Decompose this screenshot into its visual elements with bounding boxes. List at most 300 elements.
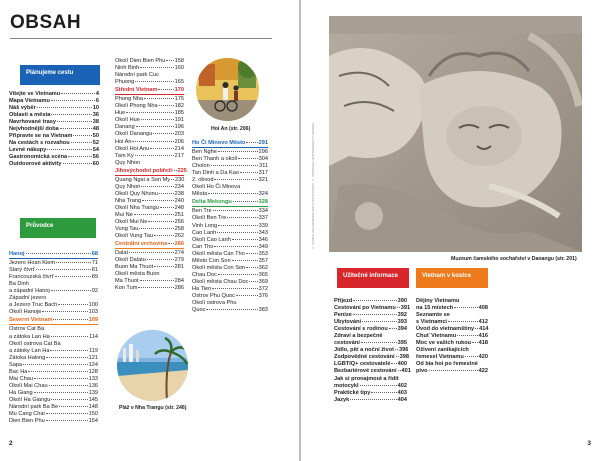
guide-list-col3 [192, 139, 268, 314]
toc-entry-page: 196 [174, 124, 184, 131]
toc-entry-page: 158 [174, 58, 184, 64]
toc-entry [334, 319, 407, 326]
toc-entry-page: 401 [401, 368, 411, 375]
toc-entry-page: 148 [88, 403, 98, 410]
toc-entry-page: 284 [174, 278, 184, 285]
dot-leader [249, 281, 257, 282]
dot-leader [171, 179, 174, 180]
toc-entry-label: Peníze [334, 312, 352, 319]
toc-entry [192, 300, 268, 307]
toc-section-heading [115, 167, 187, 175]
dot-leader [233, 201, 258, 202]
toc-entry-label: Danang [115, 124, 135, 131]
dot-leader [56, 262, 91, 263]
section-title: Ho Či Minovo Město [192, 140, 246, 146]
toc-entry-label: Outdoorové aktivity [9, 161, 62, 168]
toc-entry [9, 91, 99, 98]
dot-leader [51, 399, 87, 400]
toc-entry-label: Okolí Mui Ne [115, 219, 148, 226]
toc-entry [115, 191, 184, 198]
nha-trang-illustration [117, 330, 188, 401]
toc-section-heading [192, 140, 268, 147]
section-page: 291 [258, 140, 268, 146]
toc-entry-page: 145 [88, 396, 98, 403]
toc-entry-label: Quy Nhon [115, 183, 141, 190]
toc-entry-label: Dalat [115, 250, 129, 257]
toc-entry-page: 357 [258, 257, 268, 264]
toc-entry [192, 208, 268, 215]
toc-entry-label: Města [192, 191, 208, 198]
toc-entry-page: 279 [174, 257, 184, 264]
toc-entry [334, 354, 407, 361]
toc-entry [115, 205, 184, 212]
toc-entry-page: 185 [174, 110, 184, 117]
section-rule [192, 147, 268, 148]
dot-leader [60, 128, 92, 129]
toc-entry [9, 411, 98, 418]
toc-entry-page: 38 [92, 119, 99, 126]
toc-entry-label: Okolí Hanoje [9, 309, 42, 316]
toc-entry-page: 56 [92, 154, 99, 161]
toc-entry-page: 36 [92, 112, 99, 119]
toc-entry-label: Jídlo, pití a noční život [334, 347, 394, 354]
toc-entry-label: Okolí Hue [115, 117, 140, 124]
toc-entry-label: Bac Ha [9, 368, 28, 375]
dot-leader [26, 253, 91, 254]
brief-box [416, 268, 488, 288]
toc-entry-label: Bezbariérové cestování [334, 368, 397, 375]
toc-entry [115, 177, 184, 184]
toc-entry-label: Nejvhodnější doba [9, 126, 59, 133]
toc-entry-page: 296 [258, 149, 268, 156]
toc-entry [9, 112, 99, 119]
toc-entry-label: řemesel Vietnamu [416, 354, 464, 361]
toc-entry-page: 274 [174, 250, 184, 257]
toc-entry [115, 271, 184, 278]
toc-entry [416, 312, 488, 319]
toc-entry-label: Quang Ngai a Son My [115, 176, 171, 183]
dot-leader [211, 165, 258, 166]
toc-entry-page: 337 [258, 215, 268, 222]
guide-box-label: Průvodce [26, 223, 54, 229]
toc-entry-page: 10 [92, 105, 99, 112]
toc-entry-label: Ostrov Phu Quoc [192, 292, 235, 299]
toc-entry-label: a Jezero Truc Bach [9, 302, 58, 309]
dot-leader [139, 228, 173, 229]
plan-box-label: Plánujeme cestu [26, 70, 74, 76]
toc-entry-label: Moc ve vašich rukou [416, 340, 472, 347]
title-rule [10, 38, 272, 39]
toc-entry [416, 354, 488, 361]
dot-leader [135, 155, 174, 156]
dot-leader [154, 235, 174, 236]
toc-entry-page: 392 [397, 312, 407, 319]
toc-entry [334, 340, 407, 347]
toc-entry-label: Hoi An [115, 138, 132, 145]
dot-leader [429, 370, 478, 371]
toc-entry-label: motocykl [334, 382, 359, 389]
section-title: Jihovýchodní pobřeží [115, 167, 173, 174]
toc-entry-label: Francouzská čtvrť [9, 274, 54, 281]
dot-leader [465, 356, 478, 357]
toc-entry-page: 81 [91, 267, 98, 274]
dot-leader [47, 149, 91, 150]
dot-leader [153, 133, 173, 134]
toc-entry-label: Národní park Cuc [115, 72, 159, 79]
dot-leader [246, 267, 257, 268]
toc-entry-label: Okolí města Con Son [192, 264, 246, 271]
toc-entry-page: 150 [88, 411, 98, 418]
toc-entry-page: 217 [174, 152, 184, 159]
dot-leader [396, 356, 399, 357]
toc-entry [9, 126, 99, 133]
toc-entry-label: Phuong [115, 79, 135, 86]
toc-entry [9, 154, 99, 161]
toc-entry [416, 368, 488, 375]
dot-leader [51, 336, 88, 337]
section-rule [9, 258, 98, 259]
toc-entry [192, 223, 268, 230]
toc-entry-label: Cholon [192, 163, 210, 170]
dot-leader [136, 126, 174, 127]
dot-leader [142, 200, 174, 201]
toc-entry [9, 295, 98, 302]
toc-entry-label: Quoc [192, 307, 206, 314]
toc-entry-page: 182 [174, 103, 184, 110]
toc-entry-page: 391 [400, 305, 411, 312]
toc-entry [115, 117, 184, 124]
toc-entry-label: Chau Doc [192, 271, 217, 278]
toc-entry-page: 50 [92, 133, 99, 140]
toc-entry-label: Can Tho [192, 243, 214, 250]
toc-entry-page: 54 [92, 147, 99, 154]
toc-entry-page: 369 [258, 278, 268, 285]
toc-entry-page: 71 [91, 260, 98, 267]
dot-leader [159, 105, 174, 106]
nha-trang-photo [117, 330, 188, 401]
dot-leader [246, 253, 258, 254]
page-number-left: 2 [9, 440, 13, 447]
toc-entry-page: 248 [174, 204, 184, 211]
toc-entry-label: Okolí Ben Tre [192, 215, 227, 222]
dot-leader [50, 350, 88, 351]
useful-box [337, 268, 409, 288]
toc-entry-label: Phong Nha [115, 96, 143, 103]
toc-entry [192, 184, 268, 191]
toc-entry [9, 390, 98, 397]
toc-entry-page: 398 [399, 354, 409, 361]
toc-entry [115, 110, 184, 117]
toc-entry [115, 233, 184, 240]
toc-entry-page: 60 [92, 161, 99, 168]
dot-leader [350, 399, 396, 400]
dot-leader [227, 217, 257, 218]
toc-entry [9, 161, 99, 168]
toc-entry [334, 376, 407, 383]
toc-entry-page: 281 [174, 264, 184, 271]
toc-entry-label: Zátoka Halong [9, 354, 46, 361]
toc-entry-page: 372 [258, 285, 268, 292]
brief-box-label: Vietnam v kostce [422, 273, 471, 279]
toc-entry-label: pivo [416, 368, 428, 375]
dot-leader [217, 232, 257, 233]
toc-entry-page: 52 [92, 140, 99, 147]
toc-entry-label: a zátoka Lan Ha [9, 333, 50, 340]
toc-entry-page: 353 [258, 250, 268, 257]
toc-entry [416, 333, 488, 340]
section-title: Střední Vietnam [115, 87, 158, 94]
dot-leader [68, 156, 92, 157]
toc-entry-page: 258 [174, 226, 184, 233]
toc-entry [115, 58, 184, 65]
toc-entry-page: 286 [174, 285, 184, 292]
dot-leader [168, 243, 173, 244]
dot-leader [51, 100, 95, 101]
dot-leader [218, 151, 258, 152]
toc-entry-label: Ben Nghe [192, 149, 217, 156]
toc-entry-label: Na cestách s rozvahou [9, 140, 70, 147]
toc-entry-label: Gastronomická scéna [9, 154, 68, 161]
toc-entry-label: a západní Hanoj [9, 288, 50, 295]
toc-entry-label: Mai Chau [9, 375, 33, 382]
toc-entry-label: Navrhované trasy [9, 119, 56, 126]
dot-leader [472, 342, 478, 343]
dot-leader [218, 225, 258, 226]
toc-entry [334, 298, 407, 305]
dot-leader [36, 269, 91, 270]
toc-entry-page: 48 [92, 126, 99, 133]
toc-entry-label: Okolí Mai Chau [9, 382, 48, 389]
toc-entry-label: Jazyk [334, 396, 350, 403]
toc-entry-label: Okolí města Can Tho [192, 250, 245, 257]
toc-entry [115, 212, 184, 219]
toc-entry-label: Západní jezero [9, 295, 47, 302]
toc-entry-label: Ostrov Cat Ba [9, 326, 45, 333]
toc-entry-label: Hue [115, 110, 126, 117]
toc-entry-page: 165 [174, 79, 184, 86]
toc-entry-page: 400 [397, 361, 407, 368]
toc-entry [115, 131, 184, 138]
toc-entry-label: 2. obvod [192, 177, 214, 184]
dot-leader [361, 342, 397, 343]
toc-section-heading [9, 317, 98, 324]
dot-leader [141, 119, 174, 120]
toc-entry-page: 324 [258, 191, 268, 198]
toc-entry-label: Ha Giang [9, 389, 33, 396]
toc-entry [9, 147, 99, 154]
dot-leader [236, 295, 258, 296]
toc-entry-label: Ha Tien [192, 285, 212, 292]
toc-entry-label: Dějiny Vietnamu [416, 298, 460, 304]
toc-entry-page: 365 [258, 271, 268, 278]
toc-entry [9, 267, 98, 274]
dot-leader [213, 210, 258, 211]
dot-leader [148, 221, 173, 222]
dot-leader [214, 246, 257, 247]
toc-entry [9, 404, 98, 411]
dot-leader [53, 319, 87, 320]
toc-entry-label: Ben Thanh a okolí [192, 156, 238, 163]
toc-entry [334, 383, 407, 390]
toc-entry [9, 334, 98, 341]
toc-entry-label: Zdraví a bezpečné [334, 333, 383, 340]
toc-entry [9, 355, 98, 362]
toc-entry [192, 163, 268, 170]
toc-entry [192, 170, 268, 177]
toc-entry [416, 347, 488, 354]
section-page: 170 [174, 87, 184, 94]
toc-entry [192, 237, 268, 244]
dot-leader [46, 420, 88, 421]
dot-leader [135, 81, 173, 82]
toc-entry [192, 293, 268, 300]
toc-entry [115, 65, 184, 72]
section-title: Hanoj [9, 251, 25, 257]
toc-entry-label: Sapa [9, 361, 23, 368]
toc-entry [115, 72, 184, 79]
dot-leader [28, 371, 87, 372]
toc-entry [416, 298, 488, 305]
toc-entry [9, 397, 98, 404]
toc-entry-label: Ubytování [334, 319, 362, 326]
toc-entry-page: 343 [258, 229, 268, 236]
toc-entry-page: 238 [174, 190, 184, 197]
toc-entry [9, 341, 98, 348]
section-page: 225 [177, 167, 187, 174]
toc-entry [192, 272, 268, 279]
toc-entry [334, 390, 407, 397]
toc-entry-page: 6 [95, 98, 99, 105]
dot-leader [395, 349, 398, 350]
dot-leader [457, 335, 477, 336]
toc-entry-page: 412 [478, 319, 488, 326]
toc-entry [334, 312, 407, 319]
toc-entry-page: 311 [259, 163, 268, 170]
toc-entry-label: Oblasti a města [9, 112, 51, 119]
toc-entry [115, 226, 184, 233]
dot-leader [126, 112, 173, 113]
plan-list [9, 91, 99, 169]
toc-entry-page: 240 [174, 197, 184, 204]
dot-leader [362, 321, 397, 322]
toc-entry-label: Od bia hoi po řemeslné [416, 361, 478, 368]
toc-entry-page: 175 [174, 96, 184, 103]
toc-section-heading [115, 87, 184, 94]
right-page [301, 0, 600, 461]
toc-entry [9, 274, 98, 281]
toc-entry-page: 234 [174, 183, 184, 190]
toc-entry [416, 361, 488, 368]
dot-leader [46, 357, 87, 358]
hoi-an-illustration [196, 58, 259, 121]
toc-entry [192, 258, 268, 265]
dot-leader [46, 413, 88, 414]
toc-entry [9, 133, 99, 140]
toc-entry-label: Ba Dinh [9, 281, 29, 288]
dot-leader [140, 280, 174, 281]
toc-entry-page: 396 [398, 347, 409, 354]
toc-entry-label: a zátoky Lan Ha [9, 347, 50, 354]
toc-entry-label: Okolí Hoi Anu [115, 145, 150, 152]
toc-entry-page: 304 [258, 156, 268, 163]
toc-entry [9, 369, 98, 376]
toc-entry-label: Cestování s rodinou [334, 326, 388, 333]
toc-entry-label: Město Con Son [192, 257, 231, 264]
toc-entry-label: Tan Dinh a Da Kao [192, 170, 239, 177]
toc-entry [115, 285, 184, 292]
plan-box [20, 65, 100, 85]
toc-entry-label: Náš výběr [9, 105, 36, 112]
toc-entry-page: 362 [258, 264, 268, 271]
toc-entry-page: 103 [88, 309, 98, 316]
nha-trang-caption: Pláž v Nha Trangu (str. 246) [119, 405, 187, 411]
toc-entry-label: na 15 místech [416, 305, 453, 312]
toc-entry-page: 119 [89, 347, 98, 354]
toc-entry [9, 281, 98, 288]
dot-leader [475, 328, 478, 329]
dot-leader [49, 385, 88, 386]
toc-entry [416, 340, 488, 347]
toc-entry [9, 105, 99, 112]
dot-leader [371, 392, 396, 393]
toc-entry [115, 153, 184, 160]
toc-entry-page: 160 [174, 65, 184, 72]
page-number-right: 3 [587, 440, 591, 447]
toc-entry [334, 361, 407, 368]
toc-entry-label: Okolí Dien Bien Phu [115, 58, 166, 64]
dot-leader [132, 141, 173, 142]
useful-box-label: Užitečné informace [343, 273, 399, 279]
toc-entry-label: Okolí města Chau Doc [192, 278, 249, 285]
toc-entry-label: Quy Nhon [115, 159, 141, 166]
toc-entry-page: 206 [174, 138, 184, 145]
toc-section-heading [192, 199, 268, 206]
toc-entry-label: Dien Bien Phu [9, 418, 45, 425]
toc-entry-label: cestování [334, 340, 360, 347]
toc-entry-label: Buon Ma Thuot [115, 264, 154, 271]
dot-leader [353, 300, 396, 301]
dot-leader [51, 290, 91, 291]
toc-entry-label: Ninh Binh [115, 65, 140, 72]
guide-list-col1 [9, 250, 98, 425]
toc-entry-page: 349 [258, 243, 268, 250]
dot-leader [59, 406, 88, 407]
dot-leader [138, 287, 173, 288]
toc-entry-page: 339 [258, 222, 268, 229]
dot-leader [42, 311, 87, 312]
toc-entry-page: 139 [88, 389, 98, 396]
toc-entry-page: 251 [174, 211, 184, 218]
toc-entry-label: Vung Tau [115, 226, 139, 233]
dot-leader [61, 93, 95, 94]
toc-entry-page: 383 [258, 307, 268, 314]
toc-entry [115, 124, 184, 131]
toc-entry-label: Zodpovědné cestování [334, 354, 395, 361]
toc-entry-label: Vítejte ve Vietnamu [9, 91, 61, 97]
toc-entry-label: Okolí Nha Trangu [115, 204, 159, 211]
dot-leader [389, 328, 397, 329]
dot-leader [240, 172, 258, 173]
toc-entry-page: 393 [397, 319, 407, 326]
toc-entry-label: Jezero Hoan Kiem [9, 260, 56, 267]
toc-entry [115, 160, 184, 167]
toc-entry-page: 4 [95, 91, 99, 97]
section-title: Delta Mekongu [192, 199, 232, 206]
toc-entry [115, 250, 184, 257]
toc-entry-label: Tam Ky [115, 152, 134, 159]
dot-leader [154, 266, 174, 267]
toc-entry-page: 191 [174, 117, 184, 124]
